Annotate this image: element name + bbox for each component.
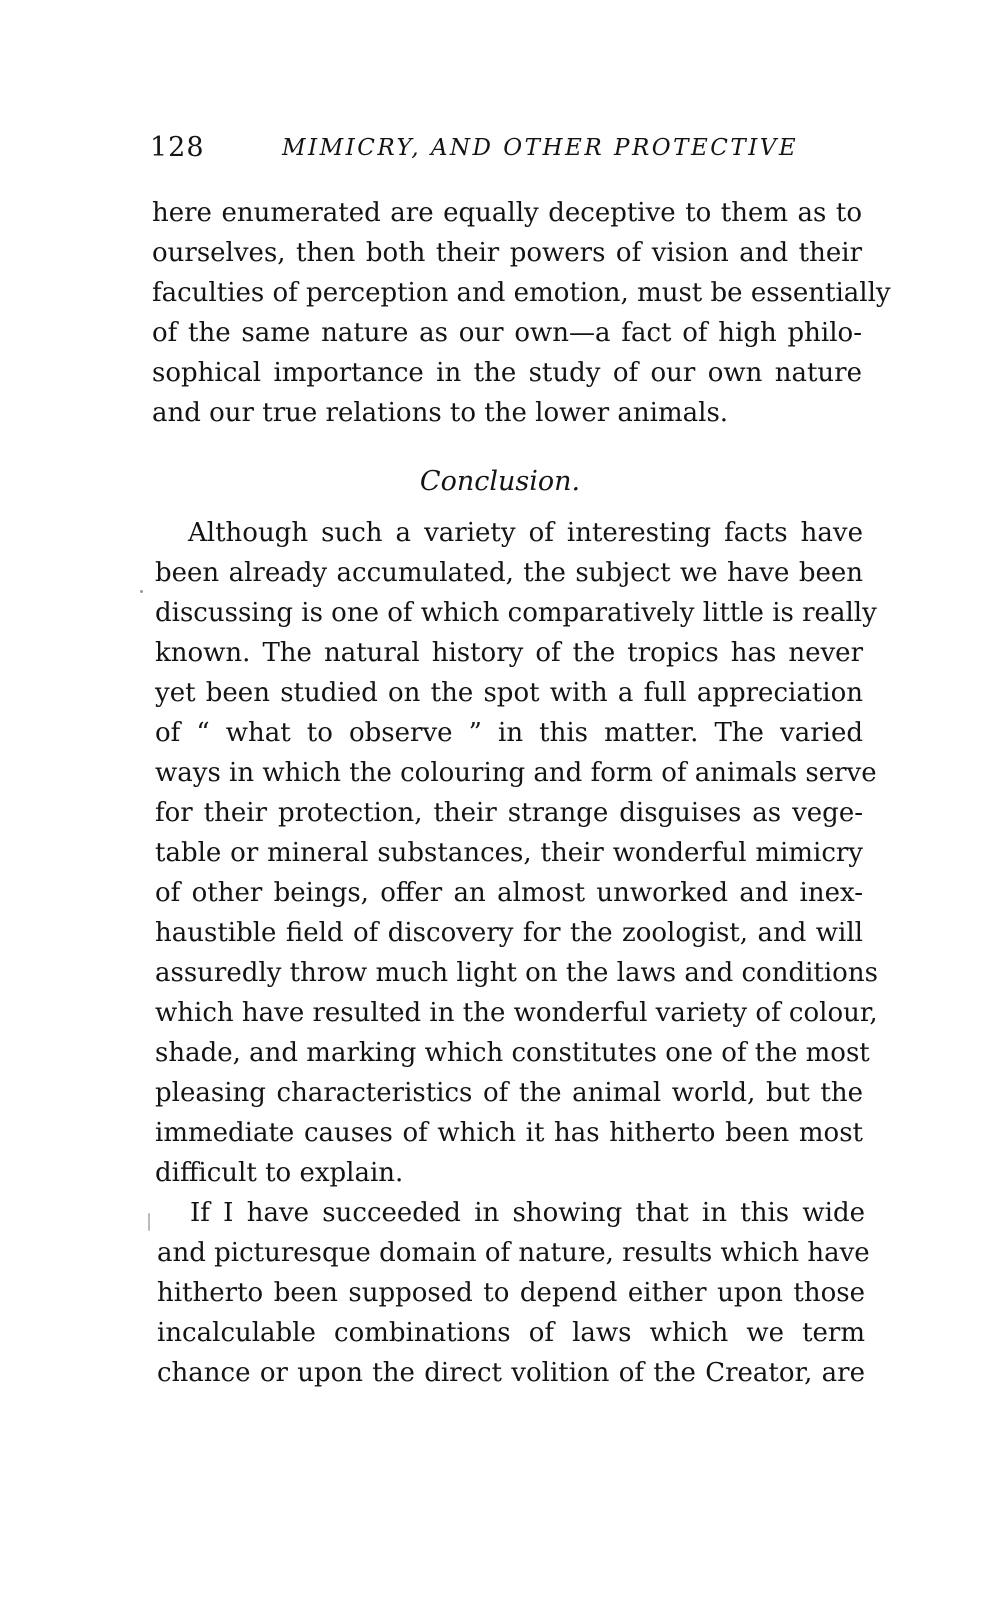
text-line: haustible field of discovery for the zoologist, and will xyxy=(155,918,863,948)
text-line: assuredly throw much light on the laws and conditions xyxy=(155,958,878,988)
text-line: which have resulted in the wonderful variety of colour, xyxy=(155,998,878,1028)
text-line: ways in which the colouring and form of animals serve xyxy=(155,758,877,788)
text-line: and picturesque domain of nature, results which have xyxy=(157,1238,870,1268)
text-line: yet been studied on the spot with a full appreciation xyxy=(155,678,863,708)
text-line: hitherto been supposed to depend either upon those xyxy=(157,1278,865,1308)
text-line: for their protection, their strange disguises as vege- xyxy=(155,798,863,828)
text-line: of the same nature as our own—a fact of high philo- xyxy=(152,318,862,348)
text-line: difficult to explain. xyxy=(155,1158,404,1188)
text-line: If I have succeeded in showing that in this wide xyxy=(190,1198,865,1228)
text-line: pleasing characteristics of the animal world, but the xyxy=(155,1078,863,1108)
text-line: shade, and marking which constitutes one of the most xyxy=(155,1038,870,1068)
text-line: of other beings, offer an almost unworked and inex- xyxy=(155,878,863,908)
text-line: and our true relations to the lower animals. xyxy=(152,398,729,428)
text-line: incalculable combinations of laws which we term xyxy=(157,1318,865,1348)
text-line: table or mineral substances, their wonderful mimicry xyxy=(155,838,863,868)
paper-speck xyxy=(140,590,143,593)
text-line: Although such a variety of interesting facts have xyxy=(188,518,863,548)
text-line: immediate causes of which it has hitherto been most xyxy=(155,1118,863,1148)
text-line: discussing is one of which comparatively little is really xyxy=(155,598,877,628)
running-title: MIMICRY, AND OTHER PROTECTIVE xyxy=(282,135,799,161)
paragraph-conclusion-2 xyxy=(157,1193,870,1393)
text-line: sophical importance in the study of our own nature xyxy=(152,358,862,388)
section-heading: Conclusion. xyxy=(419,466,581,497)
running-head xyxy=(150,132,870,166)
text-line: here enumerated are equally deceptive to them as to xyxy=(152,198,862,228)
text-line: faculties of perception and emotion, must be essentially xyxy=(152,278,891,308)
paragraph-continuation xyxy=(152,193,891,433)
paragraph-conclusion-1 xyxy=(155,513,878,1193)
text-line: been already accumulated, the subject we have been xyxy=(155,558,863,588)
text-line: known. The natural history of the tropics has never xyxy=(155,638,863,668)
text-line: ourselves, then both their powers of vision and their xyxy=(152,238,862,268)
text-line: of “ what to observe ” in this matter. The varied xyxy=(155,718,863,748)
page-number: 128 xyxy=(150,132,205,163)
paper-mark xyxy=(148,1213,150,1231)
text-line: chance or upon the direct volition of the Creator, are xyxy=(157,1358,865,1388)
